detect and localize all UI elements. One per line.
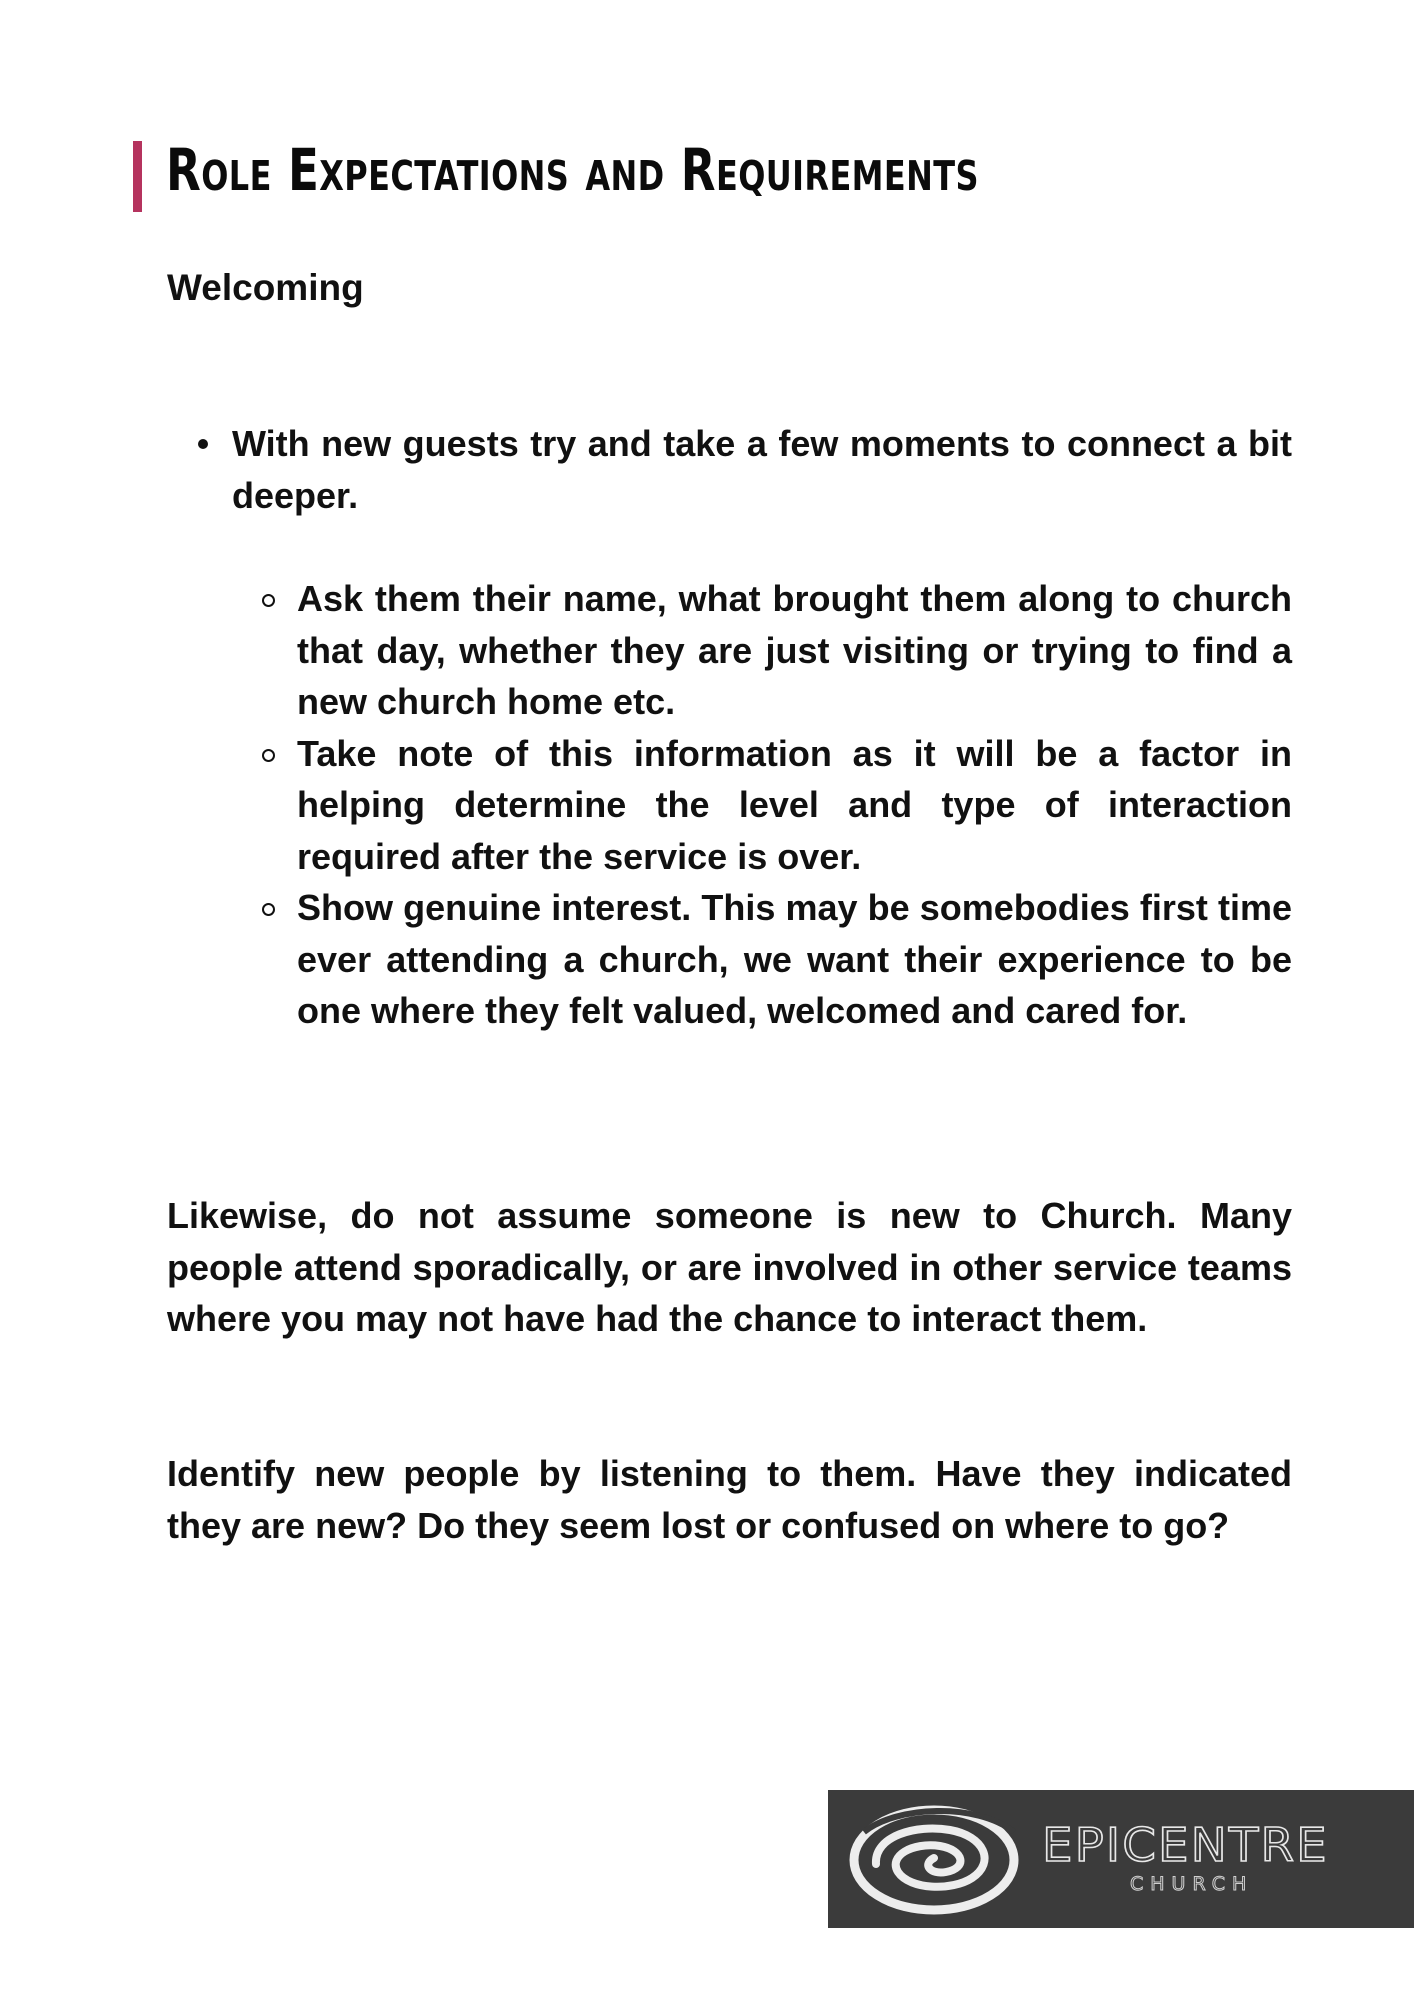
sub-list-item-text: Show genuine interest. This may be somebodies first time ever attending a church, we want their experience to be one where they felt valued, welcomed and cared for. xyxy=(297,887,1292,1031)
section-heading: Welcoming xyxy=(167,267,364,308)
sub-list-item xyxy=(232,882,1292,1037)
title-accent-bar xyxy=(133,141,142,212)
bullet-circle-icon xyxy=(262,594,275,607)
sub-list-item-text: Ask them their name, what brought them along to church that day, whether they are just visiting or trying to find a new church home etc. xyxy=(297,578,1292,722)
sub-list-item-text: Take note of this information as it will be a factor in helping determine the level and type of interaction required after the service is over. xyxy=(297,732,1292,877)
page-title: Role Expectations and Requirements xyxy=(166,136,979,204)
list-item-text: With new guests try and take a few moments to connect a bit deeper. xyxy=(232,423,1292,516)
logo-subtitle: CHURCH xyxy=(1130,1873,1254,1895)
sub-list-item xyxy=(232,728,1292,883)
paragraph-likewise: Likewise, do not assume someone is new to Church. Many people attend sporadically, or are involved in other service teams where you may not have had the chance to interact them. xyxy=(167,1195,1292,1339)
logo-name: EPICENTRE xyxy=(1042,1818,1329,1872)
sub-bullet-list xyxy=(232,573,1292,1037)
bullet-dot-icon xyxy=(198,439,208,449)
list-item xyxy=(167,418,1292,1037)
bullet-circle-icon xyxy=(262,903,275,916)
church-logo xyxy=(828,1790,1414,1928)
spiral-logo-icon xyxy=(846,1802,1021,1917)
sub-list-item xyxy=(232,573,1292,728)
bullet-list xyxy=(167,418,1292,1037)
paragraph-identify: Identify new people by listening to them. Have they indicated they are new? Do they seem lost or confused on where to go? xyxy=(167,1453,1292,1546)
bullet-circle-icon xyxy=(262,749,275,762)
